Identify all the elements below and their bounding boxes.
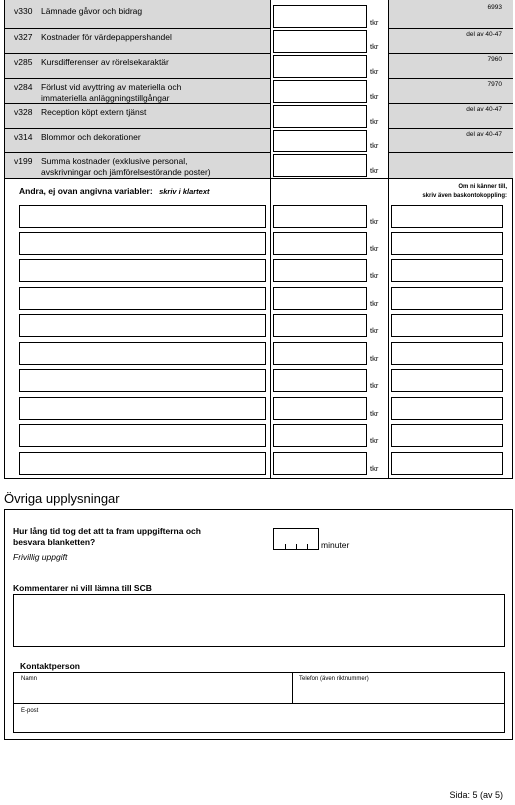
email-label: E-post	[21, 708, 39, 714]
free-variable-input[interactable]	[19, 287, 266, 310]
table-row	[5, 129, 512, 153]
unit-label: tkr	[370, 217, 379, 226]
free-amount-input[interactable]	[273, 259, 367, 282]
account-ref: 7970	[487, 81, 502, 88]
free-variable-input[interactable]	[19, 232, 266, 255]
unit-label: tkr	[370, 326, 379, 335]
amount-input-v284[interactable]	[273, 80, 367, 103]
unit-label: tkr	[370, 354, 379, 363]
amount-input-v199[interactable]	[273, 154, 367, 177]
account-ref: 6993	[487, 4, 502, 11]
account-input[interactable]	[391, 287, 503, 310]
unit-label: tkr	[370, 436, 379, 445]
unit-label: tkr	[370, 409, 379, 418]
account-ref: del av 40-47	[466, 131, 502, 138]
label-line-2: immateriella anläggningstillgångar	[41, 93, 170, 103]
free-variable-input[interactable]	[19, 342, 266, 365]
unit-label: tkr	[370, 299, 379, 308]
free-variable-input[interactable]	[19, 369, 266, 392]
amount-input-v314[interactable]	[273, 130, 367, 152]
table-row	[5, 29, 512, 54]
extra-info-box	[4, 509, 513, 740]
variable-label	[41, 156, 211, 178]
other-hint-text: skriv i klartext	[159, 187, 210, 196]
free-amount-input[interactable]	[273, 205, 367, 228]
variable-label: Reception köpt extern tjänst	[41, 107, 147, 117]
account-note-line-1: Om ni känner till,	[458, 184, 507, 190]
account-input[interactable]	[391, 369, 503, 392]
account-input[interactable]	[391, 259, 503, 282]
account-ref: 7960	[487, 56, 502, 63]
optional-note: Frivillig uppgift	[13, 552, 68, 562]
account-input[interactable]	[391, 232, 503, 255]
email-input[interactable]	[14, 704, 505, 733]
variable-label: Kursdifferenser av rörelsekaraktär	[41, 57, 169, 67]
label-line-1: Förlust vid avyttring av materiella och	[41, 82, 182, 92]
table-row	[5, 54, 512, 79]
unit-label: tkr	[370, 18, 379, 27]
unit-label: tkr	[370, 67, 379, 76]
name-input[interactable]	[14, 673, 292, 703]
free-variable-input[interactable]	[19, 397, 266, 420]
contact-heading: Kontaktperson	[20, 661, 80, 671]
contact-box	[13, 672, 505, 733]
time-question	[13, 526, 201, 548]
account-note-line-2: skriv även baskontokoppling:	[422, 193, 507, 199]
unit-label: tkr	[370, 271, 379, 280]
table-row	[5, 153, 512, 178]
free-variable-input[interactable]	[19, 452, 266, 475]
account-input[interactable]	[391, 424, 503, 447]
costs-table	[4, 0, 513, 479]
free-amount-input[interactable]	[273, 452, 367, 475]
variable-code: v284	[14, 82, 33, 92]
unit-label: tkr	[370, 381, 379, 390]
phone-label: Telefon (även riktnummer)	[299, 676, 369, 682]
free-variable-input[interactable]	[19, 259, 266, 282]
name-label: Namn	[21, 676, 38, 682]
minutes-unit: minuter	[321, 540, 350, 550]
free-variable-input[interactable]	[19, 314, 266, 337]
free-amount-input[interactable]	[273, 342, 367, 365]
free-amount-input[interactable]	[273, 287, 367, 310]
other-heading-text: Andra, ej ovan angivna variabler:	[19, 186, 153, 196]
unit-label: tkr	[370, 42, 379, 51]
label-line-1: Summa kostnader (exklusive personal,	[41, 156, 188, 166]
minutes-input[interactable]	[273, 528, 319, 550]
unit-label: tkr	[370, 117, 379, 126]
variable-code: v328	[14, 107, 33, 117]
amount-input-v285[interactable]	[273, 55, 367, 78]
free-variable-input[interactable]	[19, 205, 266, 228]
account-input[interactable]	[391, 205, 503, 228]
variable-code: v327	[14, 32, 33, 42]
table-row	[5, 0, 512, 28]
unit-label: tkr	[370, 166, 379, 175]
table-row	[5, 79, 512, 104]
comments-label: Kommentarer ni vill lämna till SCB	[13, 583, 152, 593]
variable-code: v314	[14, 132, 33, 142]
account-ref: del av 40-47	[466, 31, 502, 38]
account-ref: del av 40-47	[466, 106, 502, 113]
account-note	[389, 183, 507, 201]
account-input[interactable]	[391, 314, 503, 337]
amount-input-v330[interactable]	[273, 5, 367, 28]
account-input[interactable]	[391, 342, 503, 365]
variable-code: v330	[14, 6, 33, 16]
page-number: Sida: 5 (av 5)	[449, 790, 503, 800]
variable-code: v199	[14, 156, 33, 166]
variable-label: Blommor och dekorationer	[41, 132, 141, 142]
variable-label: Lämnade gåvor och bidrag	[41, 6, 143, 16]
table-row	[5, 104, 512, 129]
phone-input[interactable]	[293, 673, 505, 703]
free-amount-input[interactable]	[273, 369, 367, 392]
account-input[interactable]	[391, 397, 503, 420]
free-amount-input[interactable]	[273, 397, 367, 420]
section-title: Övriga upplysningar	[4, 491, 120, 506]
variable-code: v285	[14, 57, 33, 67]
free-amount-input[interactable]	[273, 314, 367, 337]
other-variables-heading	[19, 186, 210, 196]
free-amount-input[interactable]	[273, 424, 367, 447]
amount-input-v328[interactable]	[273, 105, 367, 128]
free-amount-input[interactable]	[273, 232, 367, 255]
unit-label: tkr	[370, 244, 379, 253]
variable-label: Kostnader för värdepappershandel	[41, 32, 172, 42]
variable-label	[41, 82, 181, 104]
time-question-line-1: Hur lång tid tog det att ta fram uppgifterna och	[13, 526, 201, 536]
unit-label: tkr	[370, 92, 379, 101]
label-line-2: avskrivningar och jämförelsestörande poster)	[41, 167, 211, 177]
account-input[interactable]	[391, 452, 503, 475]
unit-label: tkr	[370, 141, 379, 150]
free-variable-input[interactable]	[19, 424, 266, 447]
amount-input-v327[interactable]	[273, 30, 367, 53]
comments-textarea[interactable]	[13, 594, 505, 647]
unit-label: tkr	[370, 464, 379, 473]
time-question-line-2: besvara blanketten?	[13, 537, 96, 547]
